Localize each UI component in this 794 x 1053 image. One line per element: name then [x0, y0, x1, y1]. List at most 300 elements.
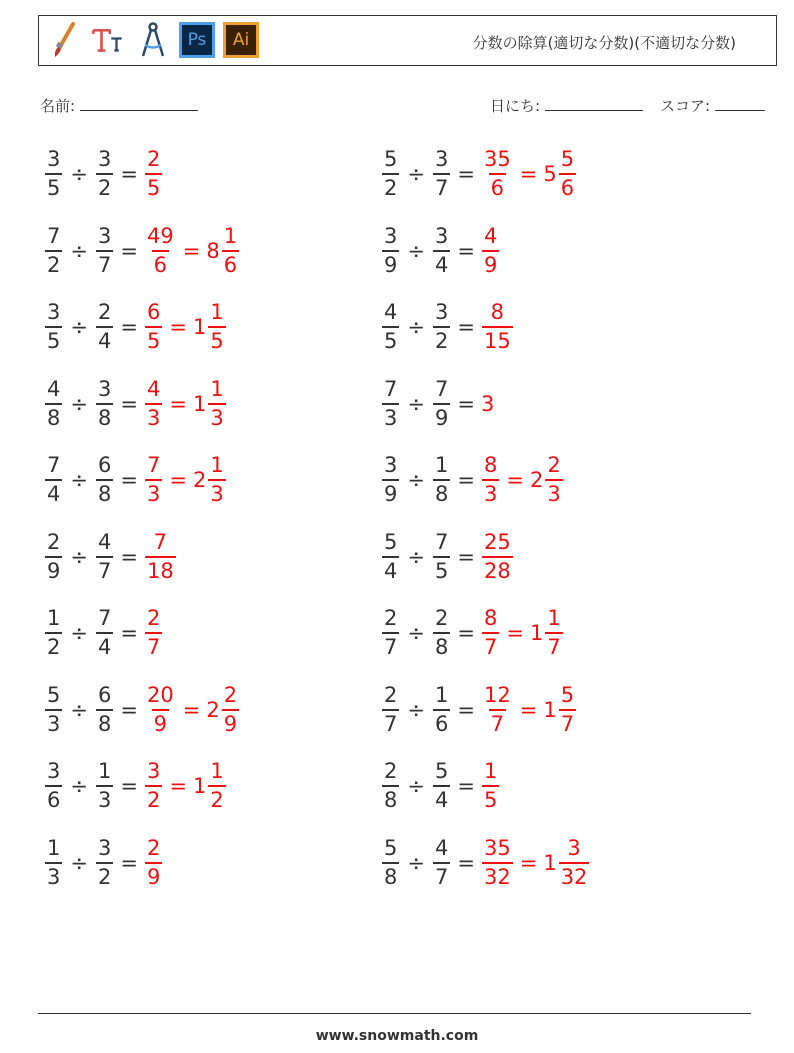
- dividend-fraction: [44, 302, 63, 352]
- divisor-fraction-denominator: 4: [433, 785, 450, 811]
- divisor-fraction: [95, 302, 114, 352]
- divide-sign: ÷: [407, 315, 425, 339]
- answer: [481, 608, 564, 658]
- dividend-fraction-denominator: 2: [45, 250, 62, 276]
- answer-fraction: [144, 529, 177, 583]
- mixed-number-whole: 1: [529, 621, 544, 645]
- answer-fraction-numerator: 2: [146, 835, 161, 860]
- answer-fraction-numerator: 3: [146, 759, 161, 783]
- divisor-fraction-denominator: 6: [433, 709, 450, 735]
- mixed-number-fraction-numerator: 1: [210, 300, 224, 324]
- mixed-number-fraction: [544, 608, 563, 658]
- divisor-fraction-numerator: 2: [97, 300, 112, 324]
- name-field: [40, 95, 198, 116]
- dividend-fraction-numerator: 3: [47, 300, 61, 324]
- answer-fraction-numerator: 2: [146, 147, 161, 171]
- problem-item: [381, 221, 500, 281]
- dividend-fraction-denominator: 2: [45, 632, 62, 658]
- answer: [144, 223, 240, 277]
- divisor-fraction: [432, 302, 451, 352]
- mixed-number-whole: 5: [543, 162, 557, 186]
- answer-fraction-numerator: 1: [483, 759, 498, 783]
- answer: [481, 682, 577, 736]
- divisor-fraction: [95, 608, 114, 658]
- dividend-fraction-denominator: 3: [45, 709, 62, 735]
- dividend-fraction: [381, 223, 400, 277]
- dividend-fraction: [44, 682, 63, 736]
- divisor-fraction-denominator: 8: [96, 479, 113, 505]
- score-blank[interactable]: [715, 97, 765, 111]
- answer: [481, 761, 500, 811]
- divisor-fraction-numerator: 1: [434, 453, 449, 477]
- equals-sign: =: [120, 774, 138, 798]
- divisor-fraction: [432, 455, 451, 505]
- answer-fraction: [144, 455, 163, 505]
- answer-fraction-denominator: 9: [482, 250, 499, 276]
- dividend-fraction-denominator: 9: [45, 556, 62, 582]
- divisor-fraction-numerator: 3: [97, 835, 112, 860]
- divisor-fraction: [432, 529, 451, 583]
- problem-item: [44, 221, 240, 281]
- equals-sign: =: [120, 697, 138, 722]
- divide-sign: ÷: [70, 315, 88, 339]
- divisor-fraction-denominator: 8: [433, 479, 450, 505]
- divide-sign: ÷: [407, 621, 425, 645]
- divisor-fraction-denominator: 7: [433, 173, 450, 199]
- divisor-fraction-denominator: 8: [96, 403, 113, 429]
- dividend-fraction-numerator: 5: [384, 147, 398, 171]
- mixed-number-fraction-numerator: 1: [210, 453, 224, 477]
- answer-integer: 3: [480, 391, 495, 416]
- dividend-fraction-denominator: 7: [382, 632, 399, 658]
- divisor-fraction: [95, 149, 114, 199]
- dividend-fraction-denominator: 8: [45, 403, 62, 429]
- problem-item: [381, 144, 577, 204]
- dividend-fraction-numerator: 2: [384, 759, 398, 783]
- divisor-fraction-numerator: 4: [97, 529, 112, 554]
- divisor-fraction-denominator: 7: [96, 250, 113, 276]
- mixed-number-whole: 2: [192, 468, 207, 492]
- divisor-fraction: [432, 149, 451, 199]
- illustrator-icon-label: Ai: [232, 30, 250, 50]
- answer-fraction: [481, 149, 514, 199]
- dividend-fraction: [44, 608, 63, 658]
- answer: [144, 682, 240, 736]
- dividend-fraction-denominator: 8: [382, 862, 399, 888]
- answer-fraction-denominator: 3: [145, 403, 162, 429]
- mixed-number-fraction-denominator: 6: [559, 173, 576, 199]
- equals-sign: =: [457, 391, 475, 416]
- mixed-number-fraction: [207, 455, 226, 505]
- answer: [144, 376, 227, 430]
- equals-sign: =: [457, 850, 475, 875]
- answer: [481, 529, 514, 583]
- answer-fraction-numerator: 8: [483, 453, 498, 477]
- problem-item: [381, 603, 564, 663]
- problem-item: [44, 374, 227, 434]
- photoshop-icon: [179, 22, 215, 58]
- divisor-fraction-numerator: 7: [434, 529, 449, 554]
- dividend-fraction-denominator: 3: [382, 403, 399, 429]
- divide-sign: ÷: [407, 162, 425, 186]
- answer-fraction: [481, 682, 514, 736]
- mixed-number-fraction: [221, 223, 240, 277]
- mixed-number-fraction-denominator: 2: [208, 785, 225, 811]
- answer-fraction-denominator: 3: [145, 479, 162, 505]
- divisor-fraction-numerator: 3: [434, 147, 449, 171]
- answer-fraction: [144, 835, 163, 889]
- equals-sign: =: [457, 544, 475, 569]
- text-size-icon: [91, 21, 127, 59]
- mixed-number-whole: 8: [206, 238, 220, 263]
- answer-fraction-numerator: 6: [146, 300, 161, 324]
- equals-sign: =: [120, 391, 138, 416]
- answer-fraction-denominator: 7: [482, 632, 499, 658]
- problem-item: [44, 756, 227, 816]
- answer-fraction: [481, 835, 514, 889]
- answer-fraction-numerator: 20: [146, 682, 174, 707]
- problem-item: [44, 450, 227, 510]
- divisor-fraction: [432, 682, 451, 736]
- divisor-fraction-numerator: 6: [97, 453, 112, 477]
- answer-fraction-denominator: 6: [152, 250, 169, 276]
- equals-sign: =: [120, 238, 138, 263]
- divisor-fraction: [95, 529, 114, 583]
- answer-fraction-denominator: 32: [482, 862, 513, 888]
- dividend-fraction-denominator: 3: [45, 862, 62, 888]
- answer-fraction-denominator: 18: [145, 556, 176, 582]
- problem-item: [44, 603, 163, 663]
- problem-item: [381, 680, 577, 740]
- divisor-fraction-numerator: 3: [97, 147, 112, 171]
- answer-fraction: [144, 223, 177, 277]
- dividend-fraction-numerator: 3: [384, 223, 398, 248]
- mixed-number-whole: 2: [529, 468, 544, 492]
- dividend-fraction-numerator: 3: [384, 453, 398, 477]
- answer: [481, 392, 494, 416]
- problem-item: [44, 833, 163, 893]
- answer-fraction-numerator: 7: [146, 453, 161, 477]
- mixed-number-fraction-denominator: 3: [208, 403, 225, 429]
- answer-equals-sign: =: [506, 621, 524, 645]
- divide-sign: ÷: [70, 391, 88, 416]
- answer: [144, 529, 177, 583]
- divide-sign: ÷: [70, 850, 88, 875]
- mixed-number-fraction: [207, 376, 226, 430]
- equals-sign: =: [120, 468, 138, 492]
- answer-fraction: [144, 761, 163, 811]
- score-label: スコア:: [660, 97, 711, 115]
- answer-fraction-denominator: 15: [482, 326, 513, 352]
- mixed-number-fraction-numerator: 5: [560, 682, 575, 707]
- divisor-fraction: [95, 761, 114, 811]
- date-field: [490, 95, 643, 116]
- answer-fraction: [481, 529, 514, 583]
- dividend-fraction-numerator: 5: [384, 529, 398, 554]
- dividend-fraction-numerator: 1: [47, 835, 61, 860]
- divisor-fraction-denominator: 7: [433, 862, 450, 888]
- answer-fraction-numerator: 4: [146, 376, 161, 401]
- mixed-number-fraction: [207, 761, 226, 811]
- answer: [481, 223, 500, 277]
- divisor-fraction: [432, 223, 451, 277]
- dividend-fraction: [44, 149, 63, 199]
- divide-sign: ÷: [70, 697, 88, 722]
- divide-sign: ÷: [407, 774, 425, 798]
- worksheet-title: 分数の除算(適切な分数)(不適切な分数): [472, 34, 736, 52]
- answer-equals-sign: =: [169, 468, 187, 492]
- divisor-fraction-numerator: 3: [434, 223, 449, 248]
- dividend-fraction-denominator: 9: [382, 250, 399, 276]
- divide-sign: ÷: [407, 468, 425, 492]
- problem-item: [44, 144, 163, 204]
- answer-fraction-denominator: 9: [145, 862, 162, 888]
- answer: [144, 835, 163, 889]
- answer-equals-sign: =: [169, 315, 187, 339]
- divisor-fraction-numerator: 7: [434, 376, 449, 401]
- divide-sign: ÷: [70, 621, 88, 645]
- problem-item: [381, 450, 564, 510]
- answer-fraction: [481, 455, 500, 505]
- problem-item: [381, 756, 500, 816]
- divisor-fraction-denominator: 4: [433, 250, 450, 276]
- answer-fraction-numerator: 2: [146, 606, 161, 630]
- mixed-number-fraction-denominator: 7: [559, 709, 576, 735]
- answer-equals-sign: =: [519, 697, 538, 722]
- dividend-fraction-denominator: 2: [382, 173, 399, 199]
- divisor-fraction: [432, 835, 451, 889]
- dividend-fraction-denominator: 4: [45, 479, 62, 505]
- footer-divider: [38, 1013, 751, 1014]
- answer-fraction: [481, 608, 500, 658]
- mixed-number-fraction-denominator: 7: [545, 632, 562, 658]
- answer: [481, 302, 514, 352]
- dividend-fraction-denominator: 7: [382, 709, 399, 735]
- problem-item: [44, 680, 240, 740]
- divisor-fraction-numerator: 6: [97, 682, 112, 707]
- name-label: 名前:: [40, 97, 76, 115]
- worksheet-header: [38, 15, 777, 66]
- dividend-fraction: [381, 835, 400, 889]
- answer-fraction-numerator: 25: [483, 529, 511, 554]
- photoshop-icon-label: Ps: [187, 30, 207, 50]
- problem-item: [44, 527, 177, 587]
- mixed-number-fraction-denominator: 6: [222, 250, 239, 276]
- divide-sign: ÷: [70, 774, 88, 798]
- answer-equals-sign: =: [169, 391, 187, 416]
- dividend-fraction-numerator: 1: [47, 606, 61, 630]
- answer-fraction: [481, 302, 514, 352]
- mixed-number-fraction: [558, 682, 577, 736]
- mixed-number-whole: 1: [543, 850, 557, 875]
- mixed-number-whole: 1: [543, 697, 557, 722]
- dividend-fraction-denominator: 6: [45, 785, 62, 811]
- paintbrush-icon: [47, 21, 83, 59]
- dividend-fraction: [44, 835, 63, 889]
- answer: [481, 835, 590, 889]
- answer: [481, 149, 577, 199]
- mixed-number-fraction-denominator: 5: [208, 326, 225, 352]
- dividend-fraction: [44, 529, 63, 583]
- divisor-fraction-numerator: 1: [97, 759, 112, 783]
- answer-fraction-denominator: 3: [482, 479, 499, 505]
- answer-equals-sign: =: [519, 162, 538, 186]
- divisor-fraction-numerator: 4: [434, 835, 449, 860]
- answer-fraction: [481, 761, 500, 811]
- answer-equals-sign: =: [182, 697, 201, 722]
- equals-sign: =: [120, 315, 138, 339]
- divisor-fraction: [432, 761, 451, 811]
- answer-fraction-numerator: 4: [483, 223, 498, 248]
- answer-fraction: [481, 223, 500, 277]
- answer-fraction-denominator: 9: [152, 709, 169, 735]
- divisor-fraction-numerator: 1: [434, 682, 449, 707]
- dividend-fraction: [381, 376, 400, 430]
- answer-fraction-denominator: 6: [489, 173, 506, 199]
- dividend-fraction: [381, 529, 400, 583]
- divisor-fraction: [432, 608, 451, 658]
- divisor-fraction-numerator: 5: [434, 759, 449, 783]
- mixed-number-fraction-numerator: 1: [223, 223, 238, 248]
- divisor-fraction: [95, 223, 114, 277]
- answer-fraction-numerator: 7: [153, 529, 168, 554]
- answer-equals-sign: =: [182, 238, 201, 263]
- dividend-fraction-numerator: 3: [47, 759, 61, 783]
- dividend-fraction: [44, 376, 63, 430]
- answer-fraction-denominator: 2: [145, 785, 162, 811]
- answer: [144, 455, 227, 505]
- dividend-fraction-numerator: 7: [384, 376, 398, 401]
- divisor-fraction-numerator: 2: [434, 606, 449, 630]
- divide-sign: ÷: [407, 850, 425, 875]
- divide-sign: ÷: [407, 391, 425, 416]
- equals-sign: =: [457, 697, 475, 722]
- answer: [144, 149, 163, 199]
- dividend-fraction-numerator: 2: [384, 606, 398, 630]
- dividend-fraction-numerator: 2: [47, 529, 61, 554]
- date-blank[interactable]: [545, 97, 643, 111]
- mixed-number-whole: 1: [192, 315, 207, 339]
- divisor-fraction-denominator: 4: [96, 326, 113, 352]
- answer-fraction-denominator: 5: [482, 785, 499, 811]
- mixed-number-whole: 1: [192, 774, 207, 798]
- divisor-fraction-denominator: 8: [96, 709, 113, 735]
- equals-sign: =: [120, 850, 138, 875]
- answer-fraction-denominator: 28: [482, 556, 513, 582]
- divisor-fraction-denominator: 4: [96, 632, 113, 658]
- divide-sign: ÷: [70, 468, 88, 492]
- answer-fraction-numerator: 12: [483, 682, 511, 707]
- dividend-fraction-denominator: 4: [382, 556, 399, 582]
- answer-fraction-numerator: 8: [483, 606, 498, 630]
- equals-sign: =: [120, 162, 138, 186]
- answer-fraction-denominator: 5: [145, 173, 162, 199]
- mixed-number-fraction-numerator: 3: [567, 835, 581, 860]
- divide-sign: ÷: [70, 162, 88, 186]
- equals-sign: =: [120, 544, 138, 569]
- dividend-fraction-numerator: 2: [384, 682, 398, 707]
- divisor-fraction: [95, 376, 114, 430]
- mixed-number-fraction-denominator: 32: [559, 862, 590, 888]
- answer-fraction-denominator: 7: [145, 632, 162, 658]
- divisor-fraction-numerator: 3: [97, 376, 112, 401]
- dividend-fraction-numerator: 7: [47, 453, 61, 477]
- mixed-number-fraction-numerator: 2: [547, 453, 561, 477]
- divide-sign: ÷: [70, 544, 88, 569]
- dividend-fraction-numerator: 5: [47, 682, 61, 707]
- answer: [481, 455, 564, 505]
- date-label: 日にち:: [490, 97, 541, 115]
- compass-icon: [135, 21, 171, 59]
- answer-fraction-numerator: 35: [483, 147, 511, 171]
- name-blank[interactable]: [80, 97, 198, 111]
- divisor-fraction: [432, 376, 451, 430]
- dividend-fraction: [381, 761, 400, 811]
- mixed-number-fraction-denominator: 9: [222, 709, 239, 735]
- answer-fraction: [144, 149, 163, 199]
- mixed-number-fraction: [221, 682, 240, 736]
- divide-sign: ÷: [70, 238, 88, 263]
- mixed-number-fraction-denominator: 3: [545, 479, 562, 505]
- answer-fraction-denominator: 5: [145, 326, 162, 352]
- answer-fraction: [144, 608, 163, 658]
- problem-item: [381, 833, 590, 893]
- problem-item: [44, 297, 227, 357]
- dividend-fraction-denominator: 8: [382, 785, 399, 811]
- divisor-fraction: [95, 835, 114, 889]
- equals-sign: =: [457, 238, 475, 263]
- divisor-fraction: [95, 455, 114, 505]
- answer-fraction-numerator: 8: [490, 300, 505, 324]
- dividend-fraction: [381, 682, 400, 736]
- header-icons: [47, 21, 259, 59]
- dividend-fraction: [381, 149, 400, 199]
- equals-sign: =: [457, 468, 475, 492]
- dividend-fraction: [44, 223, 63, 277]
- mixed-number-fraction: [558, 835, 591, 889]
- mixed-number-fraction: [207, 302, 226, 352]
- answer: [144, 302, 227, 352]
- mixed-number-fraction-numerator: 1: [547, 606, 561, 630]
- divide-sign: ÷: [407, 238, 425, 263]
- divisor-fraction-numerator: 3: [434, 300, 449, 324]
- dividend-fraction: [44, 761, 63, 811]
- divisor-fraction-denominator: 9: [433, 403, 450, 429]
- answer-fraction-numerator: 49: [146, 223, 174, 248]
- divisor-fraction-denominator: 2: [96, 173, 113, 199]
- equals-sign: =: [120, 621, 138, 645]
- answer-fraction: [144, 682, 177, 736]
- answer-fraction: [144, 376, 163, 430]
- mixed-number-whole: 1: [192, 391, 207, 416]
- dividend-fraction-denominator: 9: [382, 479, 399, 505]
- divisor-fraction-denominator: 8: [433, 632, 450, 658]
- score-field: [660, 95, 765, 116]
- answer-equals-sign: =: [519, 850, 538, 875]
- divisor-fraction: [95, 682, 114, 736]
- mixed-number-fraction-numerator: 5: [560, 147, 575, 171]
- divisor-fraction-numerator: 3: [97, 223, 112, 248]
- divisor-fraction-denominator: 3: [96, 785, 113, 811]
- dividend-fraction: [381, 455, 400, 505]
- dividend-fraction-numerator: 4: [47, 376, 61, 401]
- answer-fraction-numerator: 35: [483, 835, 511, 860]
- problem-item: [381, 374, 494, 434]
- equals-sign: =: [457, 162, 475, 186]
- dividend-fraction-numerator: 7: [47, 223, 61, 248]
- answer: [144, 608, 163, 658]
- answer-fraction-denominator: 7: [489, 709, 506, 735]
